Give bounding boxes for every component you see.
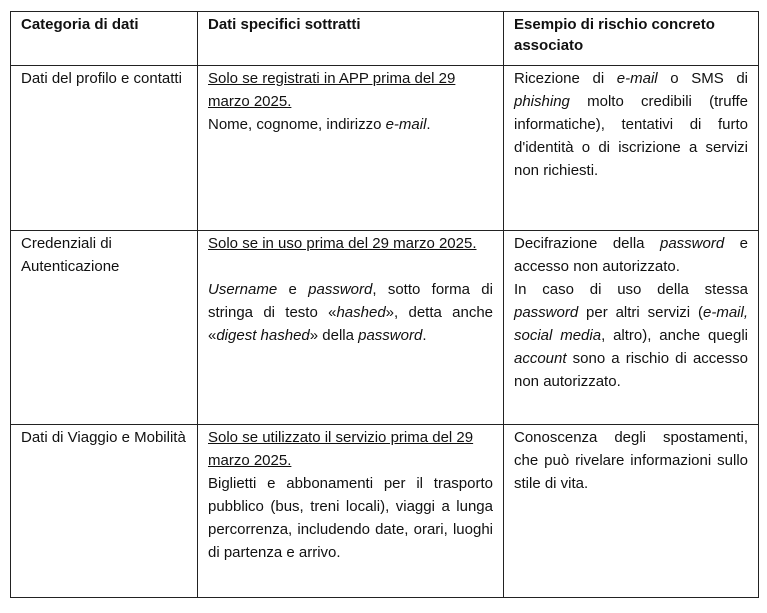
data-text: Nome, cognome, indirizzo e-mail.: [208, 116, 431, 133]
cell-data: [198, 66, 504, 231]
table-header-row: [11, 12, 759, 66]
cell-category: [11, 66, 198, 231]
cell-data: [198, 231, 504, 425]
data-text: Biglietti e abbonamenti per il trasporto pubblico (bus, treni locali), viaggi a lunga percorrenza, includendo date, orari, luoghi di partenza e arrivo.: [208, 475, 493, 561]
cell-risk: [504, 231, 759, 425]
table-row: [11, 66, 759, 231]
cell-category: [11, 231, 198, 425]
category-label: Credenziali di Autenticazione: [21, 235, 120, 275]
cell-risk: [504, 66, 759, 231]
header-data: Dati specifici sottratti: [198, 12, 504, 66]
risk-text: Conoscenza degli spostamenti, che può rivelare informazioni sullo stile di vita.: [514, 429, 748, 492]
table-row: [11, 425, 759, 598]
cell-risk: [504, 425, 759, 598]
condition-text: Solo se in uso prima del 29 marzo 2025.: [208, 235, 477, 252]
category-label: Dati del profilo e contatti: [21, 70, 182, 87]
data-text: Username e password, sotto forma di stringa di testo «hashed», detta anche «digest hashed» della password.: [208, 281, 494, 344]
cell-data: [198, 425, 504, 598]
risk-text: Decifrazione della password e accesso non autorizzato.: [514, 235, 748, 275]
header-category: Categoria di dati: [11, 12, 198, 66]
risk-text: Ricezione di e-mail o SMS di phishing molto credibili (truffe informatiche), tentativi di furto d'identità o di iscrizione a servizi non richiesti.: [514, 70, 748, 179]
header-risk: Esempio di rischio concreto associato: [504, 12, 759, 66]
condition-text: Solo se registrati in APP prima del 29 marzo 2025.: [208, 70, 456, 110]
cell-category: [11, 425, 198, 598]
category-label: Dati di Viaggio e Mobilità: [21, 429, 186, 446]
data-breach-table: [10, 11, 759, 598]
condition-text: Solo se utilizzato il servizio prima del 29 marzo 2025.: [208, 429, 474, 469]
table-row: [11, 231, 759, 425]
risk-text-2: In caso di uso della stessa password per altri servizi (e-mail, social media, altro), anche quegli account sono a rischio di accesso non autorizzato.: [514, 281, 749, 390]
